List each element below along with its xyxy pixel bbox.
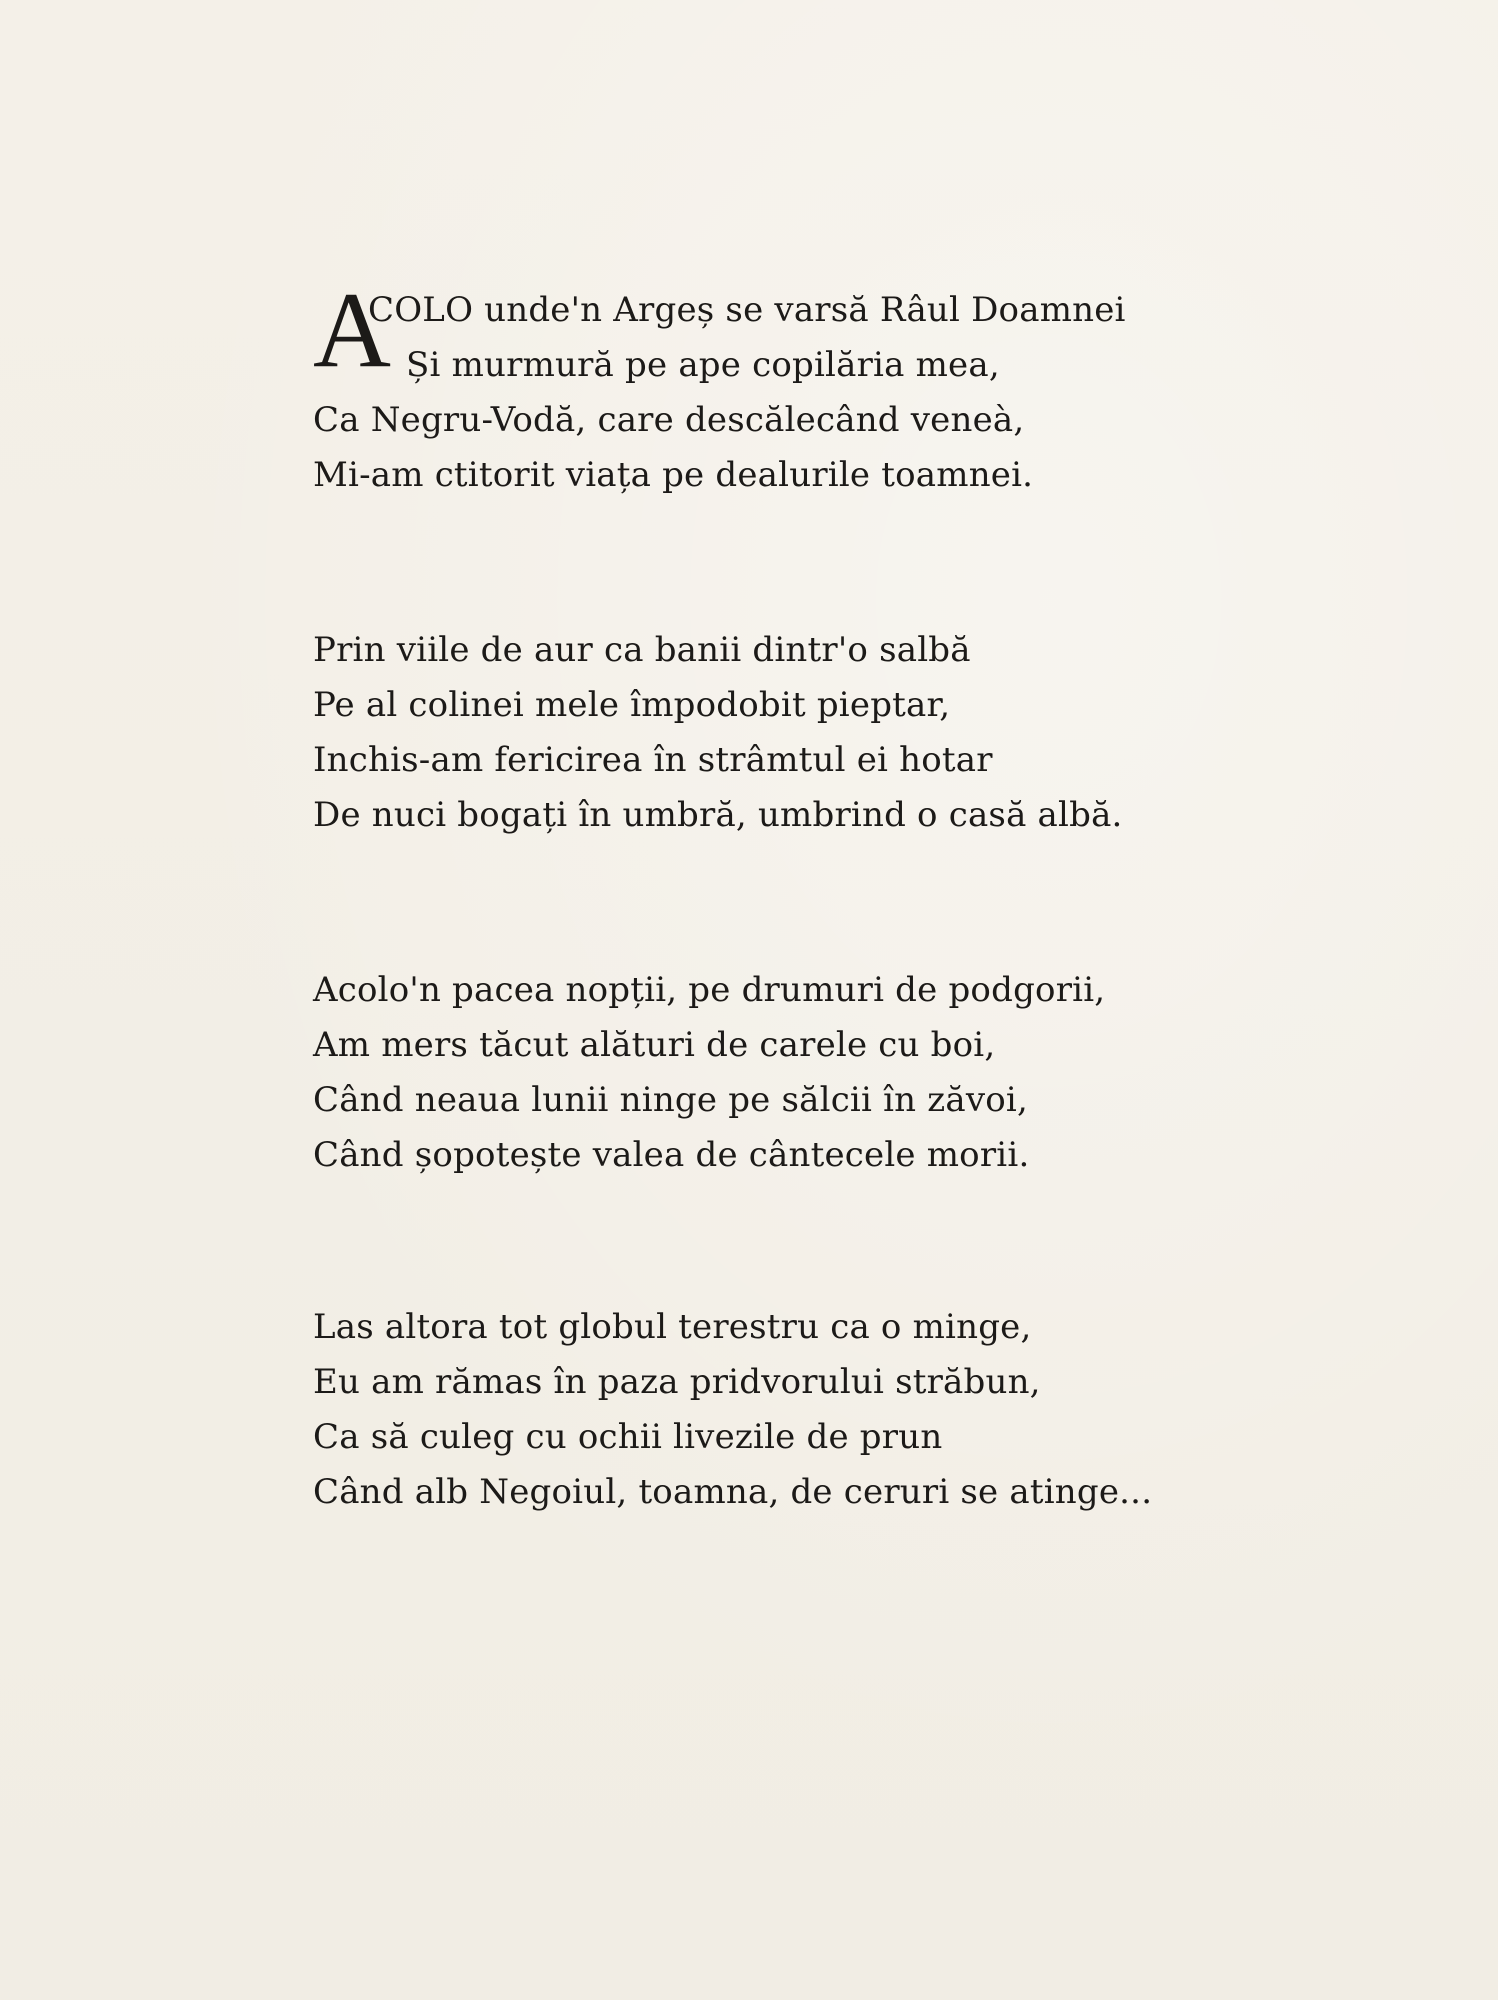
poem-line: Și murmură pe ape copilăria mea, [406, 345, 1000, 385]
poem-line: De nuci bogați în umbră, umbrind o casă albă. [313, 795, 1123, 835]
poem-line: Ca să culeg cu ochii livezile de prun [313, 1417, 943, 1457]
stanza-3 [313, 963, 1105, 1183]
poem-line: Eu am rămas în paza pridvorului străbun, [313, 1362, 1041, 1402]
poem-line: Pe al colinei mele împodobit pieptar, [313, 685, 951, 725]
poem-line: Ca Negru-Vodă, care descălecând veneà, [313, 400, 1025, 440]
drop-cap: A [313, 271, 391, 390]
stanza-4 [313, 1300, 1152, 1520]
poem-line: Când neaua lunii ninge pe sălcii în zăvoi, [313, 1080, 1029, 1120]
stanza-2 [313, 623, 1123, 843]
poem-line: Mi-am ctitorit viața pe dealurile toamnei. [313, 455, 1034, 495]
poem-line: Când alb Negoiul, toamna, de ceruri se atinge... [313, 1472, 1153, 1512]
poem-line: Când șopotește valea de cântecele morii. [313, 1135, 1030, 1175]
poem-line: Acolo'n pacea nopții, pe drumuri de podgorii, [313, 970, 1106, 1010]
poem-line: COLO unde'n Argeș se varsă Râul Doamnei [368, 290, 1126, 330]
poem-line: Inchis-am fericirea în strâmtul ei hotar [313, 740, 993, 780]
stanza-1 [313, 271, 1126, 503]
poem-line: Am mers tăcut alături de carele cu boi, [313, 1025, 996, 1065]
poem-line: Las altora tot globul terestru ca o minge, [313, 1307, 1032, 1347]
poem-line: Prin viile de aur ca banii dintr'o salbă [313, 630, 971, 670]
